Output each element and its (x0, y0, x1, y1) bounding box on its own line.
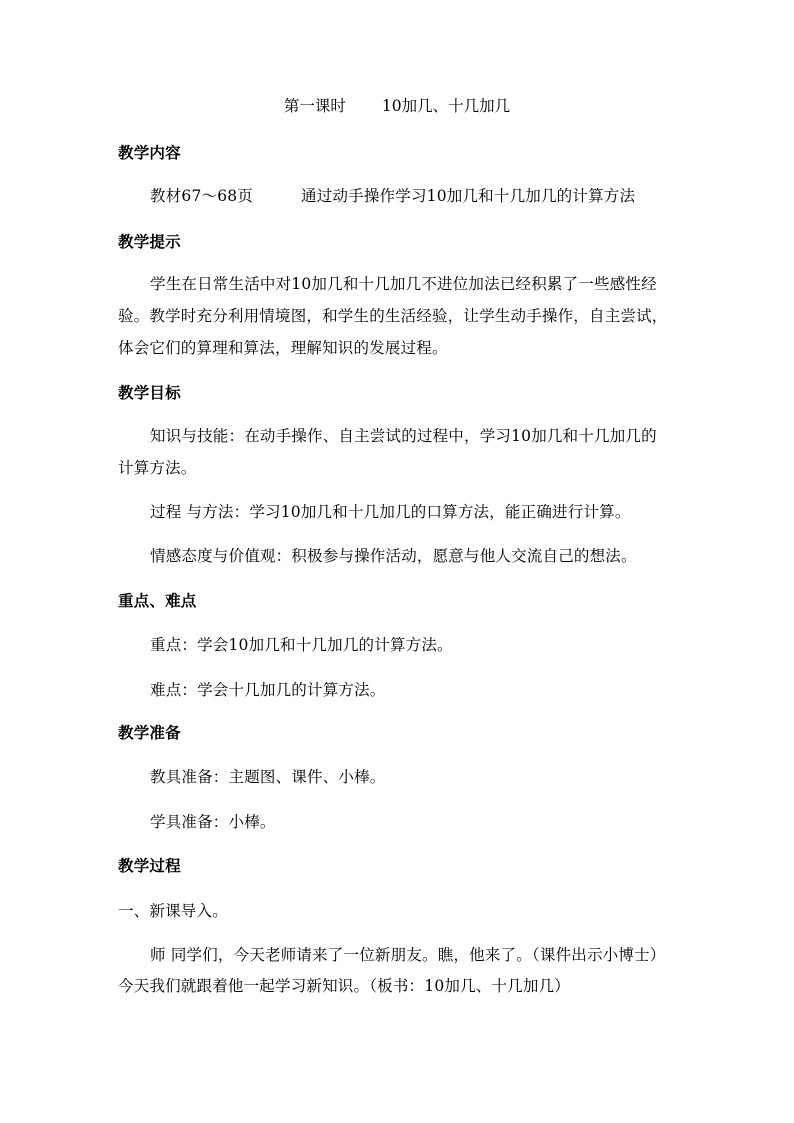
teacher-preparation: 教具准备：主题图、课件、小棒。 (150, 768, 386, 786)
lesson-title (0, 95, 794, 117)
content-textbook-ref: 教材67～68页 (150, 187, 254, 205)
difficult-point: 难点：学会十几加几的计算方法。 (150, 681, 386, 699)
hints-paragraph-line-1: 学生在日常生活中对10加几和十几加几不进位加法已经积累了一些感性经 (150, 275, 657, 293)
hints-paragraph-line-2: 验。教学时充分利用情境图，和学生的生活经验，让学生动手操作，自主尝试， (118, 307, 668, 325)
content-line (150, 185, 690, 207)
process-paragraph-line-2: 今天我们就跟着他一起学习新知识。（板书：10加几、十几加几） (118, 977, 570, 995)
goals-knowledge-line-2: 计算方法。 (118, 459, 197, 477)
goals-knowledge-line-1: 知识与技能：在动手操作、自主尝试的过程中，学习10加几和十几加几的 (150, 427, 657, 445)
goals-emotion: 情感态度与价值观：积极参与操作活动，愿意与他人交流自己的想法。 (150, 547, 637, 565)
lesson-title-topic: 10加几、十几加几 (381, 97, 511, 115)
key-point: 重点：学会10加几和十几加几的计算方法。 (150, 636, 453, 654)
lesson-title-period: 第一课时 (283, 97, 346, 115)
process-paragraph-line-1: 师 同学们，今天老师请来了一位新朋友。瞧，他来了。（课件出示小博士） (150, 946, 666, 964)
goals-process: 过程 与方法：学习10加几和十几加几的口算方法，能正确进行计算。 (150, 503, 631, 521)
process-step-1: 一、新课导入。 (118, 902, 228, 920)
content-description: 通过动手操作学习10加几和十几加几的计算方法 (301, 187, 636, 205)
section-heading-goals: 教学目标 (118, 383, 181, 402)
section-heading-preparation: 教学准备 (118, 723, 181, 742)
section-heading-content: 教学内容 (118, 143, 181, 162)
section-heading-hints: 教学提示 (118, 232, 181, 251)
hints-paragraph-line-3: 体会它们的算理和算法，理解知识的发展过程。 (118, 339, 448, 357)
student-preparation: 学具准备：小棒。 (150, 813, 276, 831)
section-heading-key-points: 重点、难点 (118, 591, 197, 610)
section-heading-process: 教学过程 (118, 856, 181, 875)
